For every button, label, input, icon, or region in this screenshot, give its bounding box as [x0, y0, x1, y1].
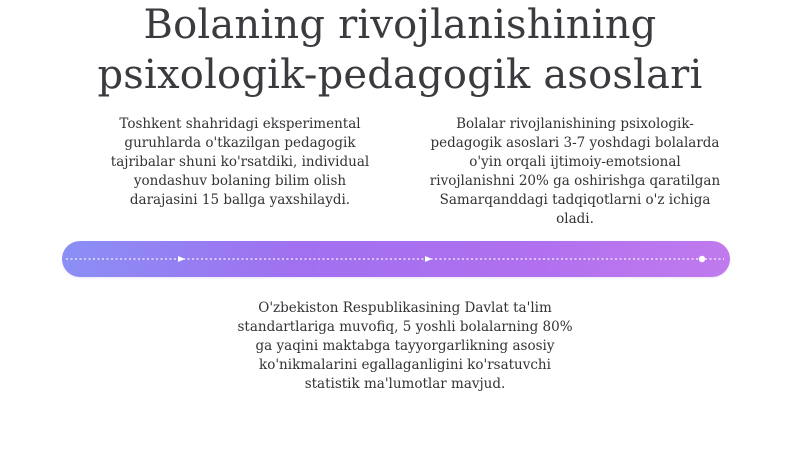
arrow-right-icon: [178, 256, 185, 262]
bottom-text-line: standartlariga muvofiq, 5 yoshli bolalarning 80%: [237, 319, 573, 335]
right-text-line: rivojlanishni 20% ga oshirishga qaratilgan: [429, 173, 721, 189]
right-text-line: Samarqanddagi tadqiqotlarni o'z ichiga: [439, 192, 711, 208]
bottom-text-line: O'zbekiston Respublikasining Davlat ta'lim: [258, 300, 552, 316]
bottom-text-line: ga yaqini maktabga tayyorgarlikning asosiy: [255, 338, 555, 354]
left-text-line: yondashuv bolaning bilim olish: [133, 173, 347, 189]
left-text-line: Toshkent shahridagi eksperimental: [119, 116, 361, 132]
circle-icon: [699, 256, 705, 262]
arrow-right-icon: [425, 256, 432, 262]
right-text-line: Bolalar rivojlanishining psixologik-: [456, 116, 694, 132]
left-text-line: guruhlarda o'tkazilgan pedagogik: [124, 135, 356, 151]
slide-title: [0, 0, 800, 100]
left-text-line: darajasini 15 ballga yaxshilaydi.: [129, 192, 351, 208]
bottom-text-line: statistik ma'lumotlar mavjud.: [304, 376, 506, 392]
right-text-line: o'yin orqali ijtimoiy-emotsional: [469, 154, 681, 170]
slide-title-line-1: Bolaning rivojlanishining: [143, 2, 657, 48]
left-text-block: [80, 115, 400, 210]
left-text-line: tajribalar shuni ko'rsatdiki, individual: [110, 154, 370, 170]
timeline-bar: [62, 241, 730, 277]
timeline-graphic: [62, 241, 730, 277]
slide-title-line-2: psixologik-pedagogik asoslari: [97, 52, 703, 98]
right-text-line: pedagogik asoslari 3-7 yoshdagi bolalarda: [430, 135, 720, 151]
bottom-text-block: [220, 299, 590, 394]
right-text-line: oladi.: [556, 211, 594, 227]
bottom-text-line: ko'nikmalarini egallaganligini ko'rsatuvchi: [259, 357, 551, 373]
right-text-block: [410, 115, 740, 229]
